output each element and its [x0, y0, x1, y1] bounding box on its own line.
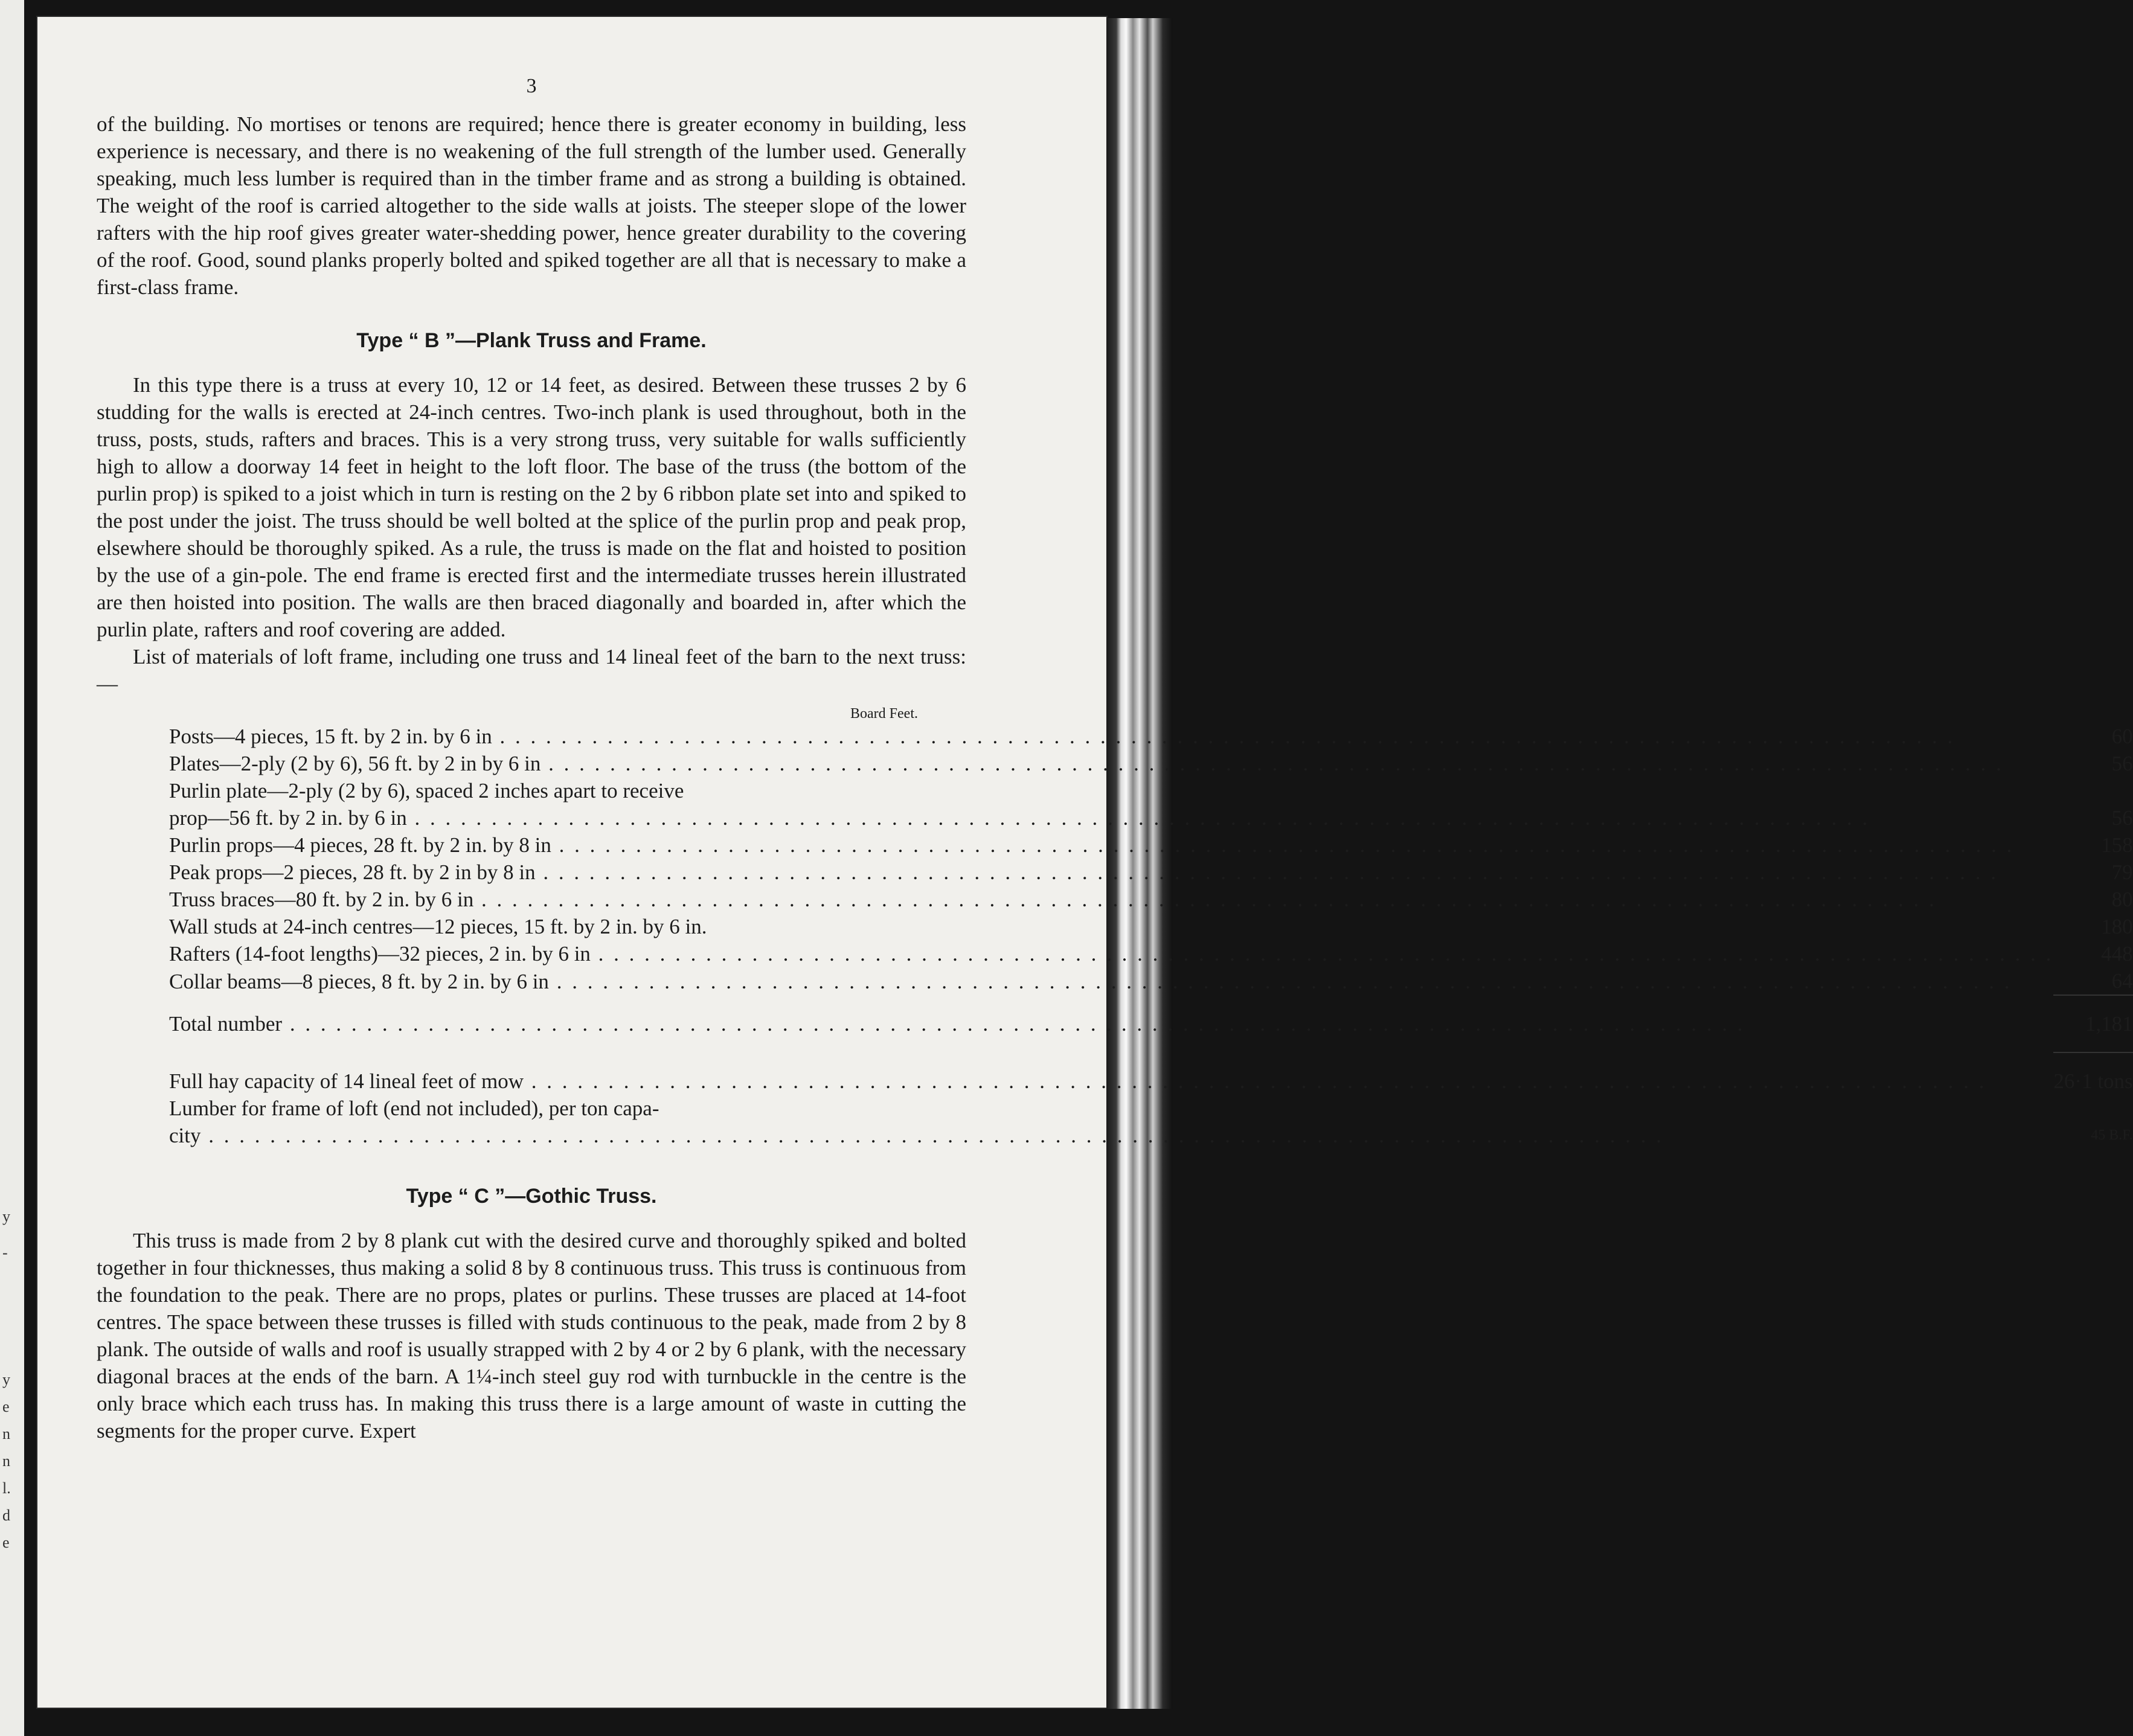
table-row: [169, 913, 2133, 940]
material-value: 80: [2111, 888, 2133, 911]
material-value: 64: [2111, 969, 2133, 993]
material-value: 60: [2111, 725, 2133, 748]
lumber-label: Lumber for frame of loft (end not included), per ton capa-: [169, 1097, 659, 1120]
table-row: [169, 940, 2133, 967]
table-row: [169, 886, 2133, 913]
margin-fragment: d: [2, 1507, 10, 1524]
margin-fragment: n: [2, 1425, 10, 1443]
material-label: Peak props—2 pieces, 28 ft. by 2 in by 8 in . . .: [169, 859, 2053, 886]
material-label: Rafters (14-foot lengths)—32 pieces, 2 in. by 6 in . . .: [169, 940, 2053, 967]
material-label: Posts—4 pieces, 15 ft. by 2 in. by 6 in . . .: [169, 723, 2053, 750]
lumber-label-continued: city . . .: [169, 1122, 2053, 1149]
material-value: 180: [2101, 915, 2133, 938]
section-b-heading: Type “ B ”—Plank Truss and Frame.: [356, 329, 707, 352]
margin-fragment: e: [2, 1398, 10, 1415]
material-label: Truss braces—80 ft. by 2 in. by 6 in . . .: [169, 886, 2053, 913]
table-rule: [169, 1037, 2133, 1052]
hay-capacity-label: Full hay capacity of 14 lineal feet of mow . . .: [169, 1068, 2053, 1095]
total-value: 1,181: [2085, 1012, 2133, 1036]
margin-fragment: -: [2, 1244, 8, 1261]
lumber-row: [169, 1122, 2133, 1149]
table-row: [169, 804, 2133, 831]
intro-paragraph: of the building. No mortises or tenons are required; hence there is greater economy in building, less experience is necessary, and there is no weakening of the full strength of the lumber used. Generally speaking, much less lumber is required than in the timber frame and as strong a building is obtained. The weight of the roof is carried altogether to the side walls at joists. The steeper slope of the lower rafters with the hip roof gives greater water-shedding power, hence greater durability to the covering of the roof. Good, sound planks properly bolted and spiked together are all that is necessary to make a first-class frame.: [97, 112, 966, 299]
margin-fragment: e: [2, 1534, 10, 1551]
total-label: Total number . . .: [169, 1010, 2053, 1037]
table-spacer: [169, 1052, 2133, 1068]
material-label: Wall studs at 24-inch centres—12 pieces, 15 ft. by 2 in. by 6 in.: [169, 915, 707, 938]
total-row: [169, 1010, 2133, 1037]
margin-fragment: y: [2, 1371, 10, 1388]
material-value: 448: [2101, 942, 2133, 966]
section-b-paragraph: In this type there is a truss at every 10, 12 or 14 feet, as desired. Between these trusses 2 by 6 studding for the walls is erected at 24-inch centres. Two-inch plank is used throughout, both in the truss, posts, studs, rafters and braces. This is a very strong truss, very suitable for walls sufficiently high to allow a doorway 14 feet in height to the loft floor. The base of the truss (the bottom of the purlin prop) is spiked to a joist which in turn is resting on the 2 by 6 ribbon plate set into and spiked to the post under the joist. The truss should be well bolted at the splice of the purlin prop and peak prop, elsewhere should be thoroughly spiked. As a rule, the truss is made on the flat and hoisted to position by the use of a gin-pole. The end frame is erected first and the intermediate trusses herein illustrated are then hoisted into position. The walls are then braced diagonally and boarded in, after which the purlin plate, rafters and roof covering are added.: [97, 373, 966, 641]
lumber-value: 45 B.F.: [2091, 1127, 2133, 1143]
material-value: 79: [2111, 860, 2133, 884]
material-label: Collar beams—8 pieces, 8 ft. by 2 in. by 6 in . . .: [169, 968, 2053, 995]
page-number: 3: [526, 75, 537, 97]
material-value: 56: [2111, 806, 2133, 830]
section-c-heading: Type “ C ”—Gothic Truss.: [406, 1185, 657, 1208]
table-row: [169, 723, 2133, 750]
table-row: [169, 831, 2133, 859]
materials-table: [169, 723, 2133, 1149]
margin-fragment: n: [2, 1452, 10, 1470]
margin-fragment: l.: [2, 1479, 11, 1497]
material-label: Purlin plate—2-ply (2 by 6), spaced 2 inches apart to receive: [169, 779, 684, 802]
table-row: [169, 750, 2133, 777]
material-value: 158: [2101, 833, 2133, 857]
hay-capacity-value: 26·1 tons: [2053, 1069, 2133, 1093]
section-c-paragraph: This truss is made from 2 by 8 plank cut with the desired curve and thoroughly spiked and bolted together in four thicknesses, thus making a solid 8 by 8 continuous truss. This truss is continuous from the foundation to the peak. There are no props, plates or purlins. These trusses are placed at 14-foot centres. The space between these trusses is filled with studs continuous to the peak, made from 2 by 8 plank. The outside of walls and roof is usually strapped with 2 by 4 or 2 by 6 plank, with the necessary diagonal braces at the ends of the barn. A 1¼-inch steel guy rod with turnbuckle in the centre is the only brace which each truss has. In making this truss there is a large amount of waste in cutting the segments for the proper curve. Expert: [97, 1229, 966, 1443]
page-content: [97, 72, 2133, 1444]
hay-capacity-row: [169, 1068, 2133, 1095]
table-rule: [169, 995, 2133, 1010]
material-value: 56: [2111, 752, 2133, 775]
material-label: Purlin props—4 pieces, 28 ft. by 2 in. by 8 in . . .: [169, 831, 2053, 859]
table-row: [169, 859, 2133, 886]
margin-fragment: y: [2, 1208, 10, 1225]
previous-page-margin-text: [0, 1177, 21, 1551]
table-row: [169, 967, 2133, 995]
table-row: [169, 777, 2133, 804]
material-label-continued: prop—56 ft. by 2 in. by 6 in . . .: [169, 804, 2053, 831]
lumber-row: [169, 1095, 2133, 1122]
material-label: Plates—2-ply (2 by 6), 56 ft. by 2 in by 6 in . . .: [169, 750, 2053, 777]
materials-list-intro: List of materials of loft frame, including one truss and 14 lineal feet of the barn to the next truss:—: [97, 645, 966, 696]
board-feet-header: Board Feet.: [850, 706, 918, 722]
